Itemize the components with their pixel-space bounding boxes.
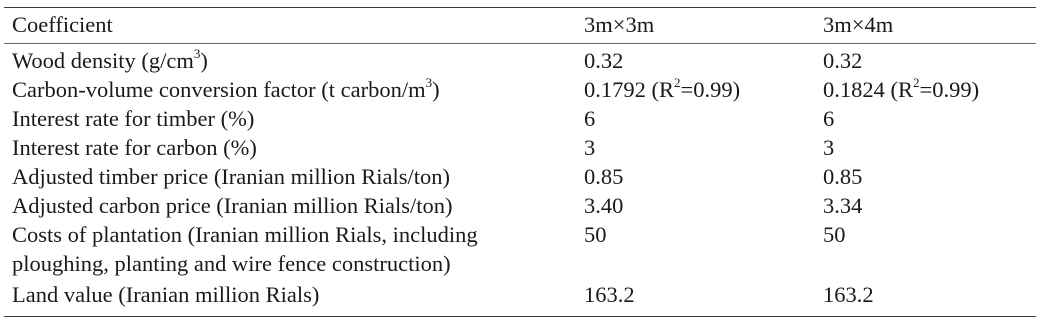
row-label: Costs of plantation (Iranian million Rials, including ploughing, planting and wire fence construction) xyxy=(12,222,478,276)
row-value-3x3: 163.2 xyxy=(584,282,635,307)
row-label: Interest rate for timber (%) xyxy=(12,106,255,131)
row-label: Adjusted timber price (Iranian million Rials/ton) xyxy=(12,164,451,189)
row-value-3x3: 0.85 xyxy=(584,164,624,189)
table-top-rule xyxy=(4,7,1036,8)
header-spacing-3x4: 3m×4m xyxy=(823,12,894,37)
row-label: Land value (Iranian million Rials) xyxy=(12,282,320,307)
row-value-3x3: 3 xyxy=(584,135,596,160)
header-coefficient: Coefficient xyxy=(12,12,113,37)
row-value-3x3: 0.32 xyxy=(584,48,624,73)
row-label: Adjusted carbon price (Iranian million Rials/ton) xyxy=(12,193,453,218)
row-value-3x3: 3.40 xyxy=(584,193,624,218)
row-value-3x4: 0.32 xyxy=(823,48,863,73)
row-value-3x4: 163.2 xyxy=(823,282,874,307)
row-label: Carbon-volume conversion factor (t carbon/$m^3$) xyxy=(12,74,440,102)
header-spacing-3x3: 3m×3m xyxy=(584,12,655,37)
table-bottom-rule xyxy=(4,316,1036,317)
row-value-3x4: 50 xyxy=(823,222,846,247)
row-value-3x3: 50 xyxy=(584,222,607,247)
row-label: Wood density $(g/cm^3)$ xyxy=(12,45,208,73)
table-header-rule xyxy=(4,43,1036,44)
row-value-3x4: 6 xyxy=(823,106,835,131)
row-label: Interest rate for carbon (%) xyxy=(12,135,257,160)
row-value-3x4: 0.85 xyxy=(823,164,863,189)
row-value-3x4: 3.34 xyxy=(823,193,863,218)
row-value-3x4: 0.1824 $(R^2=0.99)$ xyxy=(823,74,980,102)
row-value-3x3: 6 xyxy=(584,106,596,131)
row-value-3x3: 0.1792 $(R^2=0.99)$ xyxy=(584,74,741,102)
row-value-3x4: 3 xyxy=(823,135,835,160)
